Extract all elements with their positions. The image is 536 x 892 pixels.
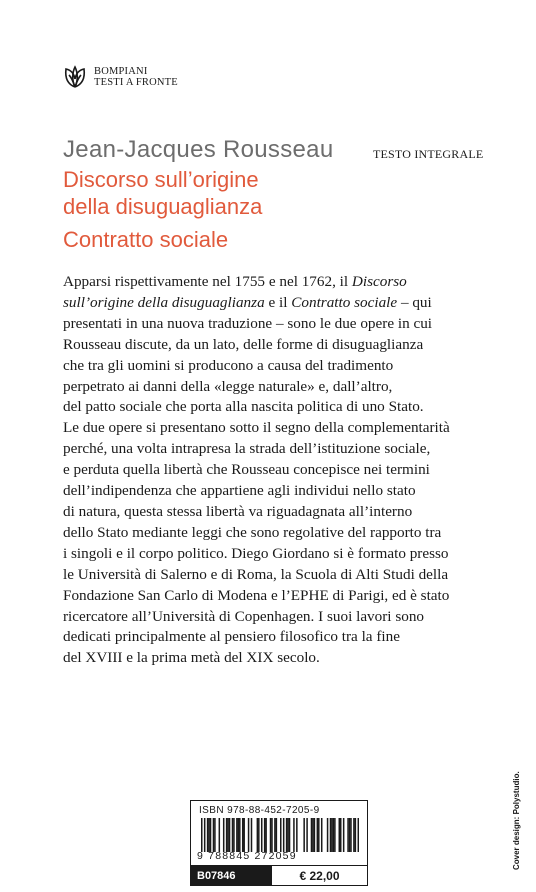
blurb-line: Rousseau discute, da un lato, delle forme di disuguaglianza (63, 335, 424, 353)
barcode-bar (219, 818, 221, 852)
blurb-line: dell’indipendenza che appartiene agli individui nello stato (63, 482, 416, 500)
publisher-name (94, 66, 178, 88)
barcode-bar (248, 818, 250, 852)
barcode-bar (214, 818, 216, 852)
blurb-text: – qui (397, 293, 432, 311)
publisher-line-1: BOMPIANI (94, 66, 148, 77)
barcode-bar (257, 818, 259, 852)
barcode-bar (233, 818, 235, 852)
publisher-line-2: TESTI A FRONTE (94, 77, 178, 88)
blurb-line: le Università di Salerno e di Roma, la Scuola di Alti Studi della (63, 565, 449, 583)
barcode-bar (213, 818, 215, 852)
blurb-line: dedicati principalmente al pensiero filosofico tra la fine (63, 628, 400, 646)
barcode-bar (271, 818, 273, 852)
blurb-line: di natura, questa stessa libertà va riguadagnata all’interno (63, 502, 413, 520)
barcode-bar (229, 818, 231, 852)
blurb-line: che tra gli uomini si producono a causa del tradimento (63, 356, 394, 374)
author-name: Jean-Jacques Rousseau (63, 136, 334, 163)
barcode-bar (318, 818, 320, 852)
title-line-2: della disuguaglianza (63, 194, 263, 219)
barcode-bar (293, 818, 295, 852)
blurb-line: e perduta quella libertà che Rousseau concepisce nei termini (63, 461, 430, 479)
barcode-bar (317, 818, 319, 852)
blurb-line: Fondazione San Carlo di Modena e l’EPHE di Parigi, ed è stato (63, 586, 450, 604)
book-title (63, 166, 262, 253)
price-label: € 22,00 (271, 866, 367, 885)
barcode-bar (355, 818, 357, 852)
barcode-bar (330, 818, 332, 852)
edition-badge: TESTO INTEGRALE (373, 147, 484, 161)
barcode-bar (334, 818, 336, 852)
barcode-bar (321, 818, 323, 852)
barcode-bar (270, 818, 272, 852)
blurb-line: perpetrato ai danni della «legge naturale» e, dall’altro, (63, 377, 393, 395)
barcode-bar (239, 818, 241, 852)
barcode-bar (314, 818, 316, 852)
barcode-bar (312, 818, 314, 852)
barcode-bar (311, 818, 313, 852)
bompiani-leaf-icon (62, 64, 88, 90)
barcode-bar (306, 818, 308, 852)
blurb-line: perché, una volta intrapresa la strada dell’istituzione sociale, (63, 440, 431, 458)
barcode-bar (261, 818, 263, 852)
barcode-bar (339, 818, 341, 852)
barcode-bar (226, 818, 228, 852)
barcode-bar (227, 818, 229, 852)
barcode-bar (287, 818, 289, 852)
barcode-bar (353, 818, 355, 852)
cover-design-credit-text: Cover design: Polystudio. (512, 771, 521, 870)
blurb-line: Le due opere si presentano sotto il segno della complementarità (63, 419, 450, 437)
barcode-digits: 9 788845 272059 (197, 850, 297, 862)
barcode-bar (283, 818, 285, 852)
blurb-line (63, 272, 473, 293)
cover-design-credit (512, 770, 526, 870)
barcode-bar (251, 818, 253, 852)
blurb-emphasis: sull’origine della disuguaglianza (63, 293, 265, 311)
title-line-1: Discorso sull’origine (63, 167, 259, 192)
barcode-bar (331, 818, 333, 852)
blurb-text: Apparsi rispettivamente nel 1755 e nel 1762, il (63, 273, 352, 290)
barcode-bar (232, 818, 234, 852)
blurb-line: dello Stato mediante leggi che sono regolative del rapporto tra (63, 523, 442, 541)
barcode-bar (201, 818, 203, 852)
back-cover-blurb (63, 272, 473, 669)
barcode-bar (276, 818, 278, 852)
barcode-bar (243, 818, 245, 852)
barcode-bar (265, 818, 267, 852)
barcode-bar (223, 818, 225, 852)
barcode-bar (236, 818, 238, 852)
barcode-bar (242, 818, 244, 852)
blurb-line: i singoli e il corpo politico. Diego Giordano si è formato presso (63, 544, 449, 562)
barcode-bar (289, 818, 291, 852)
barcode-panel (190, 800, 368, 866)
barcode-bar (340, 818, 342, 852)
barcode-bar (286, 818, 288, 852)
barcode-bars (201, 818, 359, 852)
barcode-bar (208, 818, 210, 852)
isbn-label: ISBN 978-88-452-7205-9 (199, 805, 320, 816)
title-line-3: Contratto sociale (63, 227, 229, 252)
blurb-line: del XVIII e la prima metà del XIX secolo. (63, 649, 320, 667)
barcode-bar (296, 818, 298, 852)
blurb-line: del patto sociale che porta alla nascita politica di uno Stato. (63, 398, 424, 416)
barcode-bar (238, 818, 240, 852)
barcode-bar (327, 818, 329, 852)
barcode-bar (274, 818, 276, 852)
barcode-bar (303, 818, 305, 852)
barcode-bar (258, 818, 260, 852)
barcode-bar (343, 818, 345, 852)
barcode-bar (204, 818, 206, 852)
product-code: B07846 (191, 866, 271, 885)
blurb-text: e il (264, 293, 292, 311)
barcode-bar (349, 818, 351, 852)
blurb-line: presentati in una nuova traduzione – sono le due opere in cui (63, 314, 433, 332)
barcode-bar (207, 818, 209, 852)
barcode-bar (358, 818, 359, 852)
publisher-logo (62, 64, 178, 90)
blurb-emphasis: Discorso (351, 273, 407, 290)
barcode-bar (210, 818, 212, 852)
price-row (190, 866, 368, 886)
barcode-bar (264, 818, 266, 852)
blurb-line: ricercatore all’Università di Copenhagen. I suoi lavori sono (63, 607, 425, 625)
barcode-bar (280, 818, 282, 852)
blurb-line (63, 293, 473, 314)
barcode-bar (333, 818, 335, 852)
barcode-bar (347, 818, 349, 852)
blurb-emphasis: Contratto sociale (291, 293, 398, 311)
barcode-bar (350, 818, 352, 852)
